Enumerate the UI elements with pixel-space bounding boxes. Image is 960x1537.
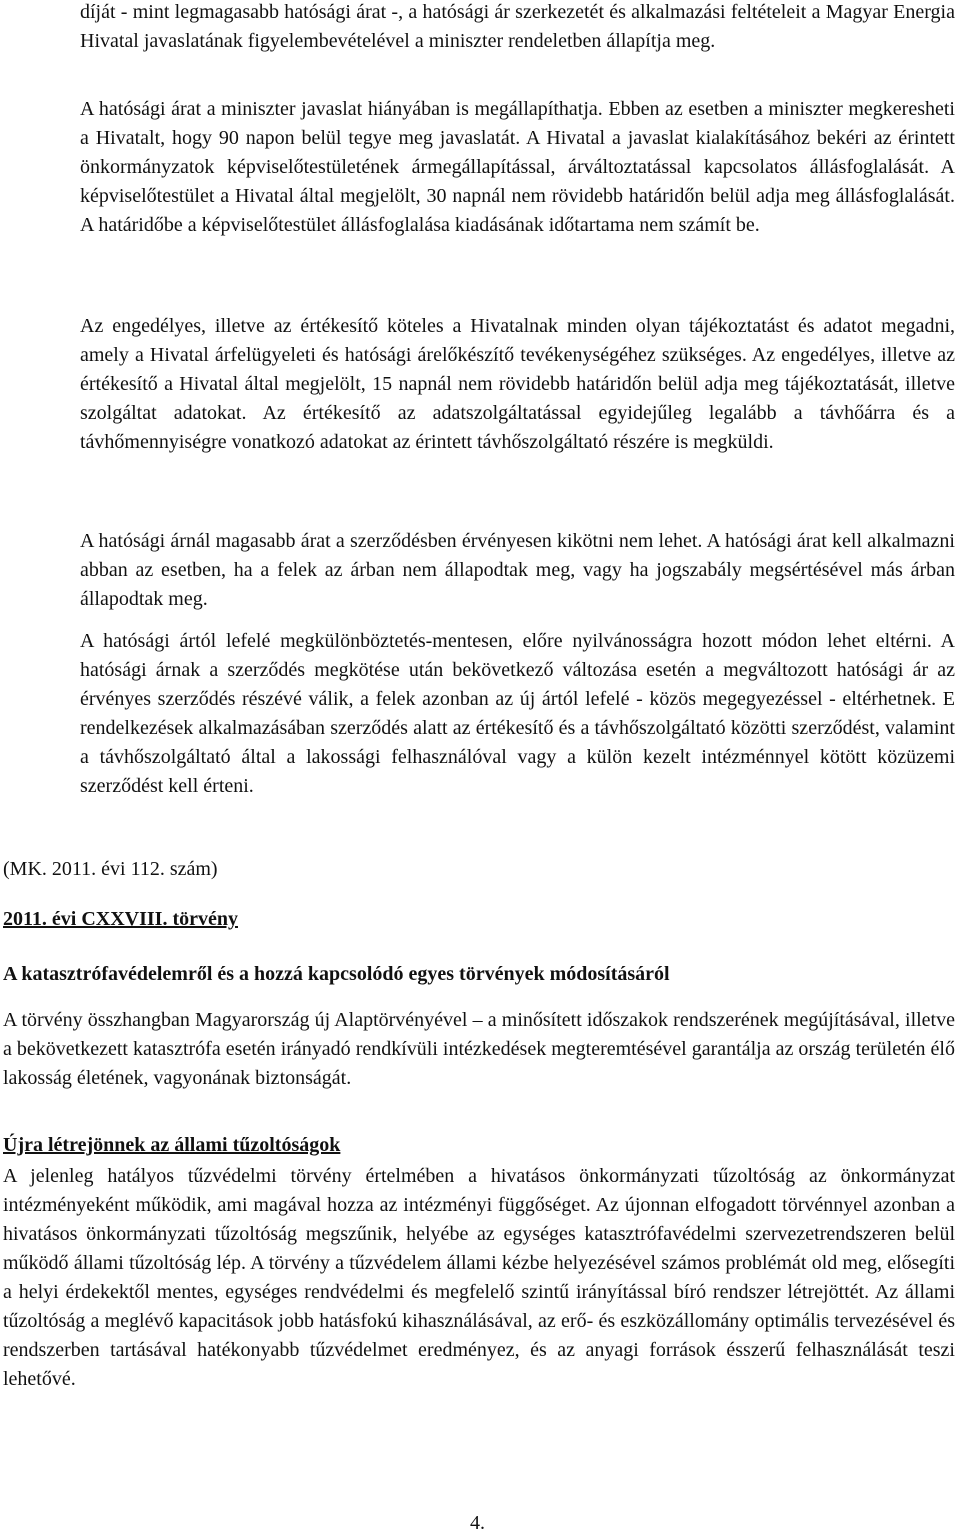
paragraph-arelteres: A hatósági ártól lefelé megkülönböztetés-mentesen, előre nyilvánosságra hozott módon lehet eltérni. A hatósági árnak a szerződés megkötése után bekövetkező változása esetén a megváltozott hatósági ár az érvényes szerződés részévé válik, a felek azonban az új ártól lefelé - közös megegyezéssel - eltérhetnek. E rendelkezések alkalmazásában szerződés alatt az értékesítő és a távhőszolgáltató közötti szerződést, valamint a távhőszolgáltató által a lakossági felhasználóval vagy a külön kezelt intézménnyel kötött közüzemi szerződést kell érteni. [80,630,955,797]
law-title-heading: A katasztrófavédelemről és a hozzá kapcsolódó egyes törvények módosításáról [3,963,670,985]
law-intro-paragraph: A törvény összhangban Magyarország új Alaptörvényével – a minősített időszakok rendszerének megújításával, illetve a bekövetkezett katasztrófa esetén irányadó rendkívüli intézkedések megteremtésével garantálja az ország területén élő lakosság életének, vagyonának biztonságát. [3,1009,955,1089]
page-number: 4. [470,1512,485,1534]
source-reference: (MK. 2011. évi 112. szám) [3,858,218,880]
paragraph-adatszolgaltatas: Az engedélyes, illetve az értékesítő köteles a Hivatalnak minden olyan tájékoztatást és adatot megadni, amely a Hivatal árfelügyeleti és hatósági árelőkészítő tevékenységéhez szükséges. Az engedélyes, illetve az értékesítő a Hivatal által megjelölt, 15 napnál nem rövidebb határidőn belül adja meg tájékoztatását, illetve szolgáltat adatokat. Az értékesítő az adatszolgáltatással egyidejűleg legalább a távhőárra és a távhőmennyiségre vonatkozó adatokat az érintett távhőszolgáltató részére is megküldi. [80,315,955,453]
paragraph-miniszter-javaslat: A hatósági árat a miniszter javaslat hiányában is megállapíthatja. Ebben az esetben a miniszter megkeresheti a Hivatalt, hogy 90 napon belül tegye meg javaslatát. A Hivatal a javaslat kialakításához bekéri az érintett önkormányzatok képviselőtestületének ármegállapítással, árváltoztatással kapcsolatos állásfoglalását. A képviselőtestület a Hivatal által megjelölt, 30 napnál nem rövidebb határidőn belül adja meg állásfoglalását. A határidőbe a képviselőtestület állásfoglalása kiadásának időtartama nem számít be. [80,98,955,236]
law-reference-heading: 2011. évi CXXVIII. törvény [3,908,238,930]
paragraph-szerzodeses-ar: A hatósági árnál magasabb árat a szerződésben érvényesen kikötni nem lehet. A hatósági árat kell alkalmazni abban az esetben, ha a felek az árban nem állapodtak meg, vagy ha jogszabály megsértésével más árban állapodtak meg. [80,530,955,610]
paragraph-hatosagi-ar-rendelet: díját - mint legmagasabb hatósági árat -, a hatósági ár szerkezetét és alkalmazási feltételeit a Magyar Energia Hivatal javaslatának figyelembevételével a miniszter rendeletben állapítja meg. [80,1,955,52]
section-body-allami-tuzoltosag: A jelenleg hatályos tűzvédelmi törvény értelmében a hivatásos önkormányzati tűzoltóság az önkormányzat intézményeként működik, ami magával hozza az intézményi függőséget. Az újonnan elfogadott törvénnyel azonban a hivatásos önkormányzati tűzoltóság megszűnik, helyébe az egységes katasztrófavédelmi szervezetrendszeren belül működő állami tűzoltóság lép. A törvény a tűzvédelem állami kézbe helyezésével számos problémát old meg, elősegíti a helyi érdekektől mentes, egységes rendvédelmi és megfelelő szintű irányítással bíró rendszer létrejöttét. Az állami tűzoltóság a meglévő kapacitások jobb hatásfokú kihasználásával, az erő- és eszközállomány optimális tervezésével és rendszerben tartásával hatékonyabb tűzvédelmet eredményez, és az anyagi források ésszerű felhasználását teszi lehetővé. [3,1165,955,1390]
section-heading-allami-tuzoltosag: Újra létrejönnek az állami tűzoltóságok [3,1134,341,1156]
